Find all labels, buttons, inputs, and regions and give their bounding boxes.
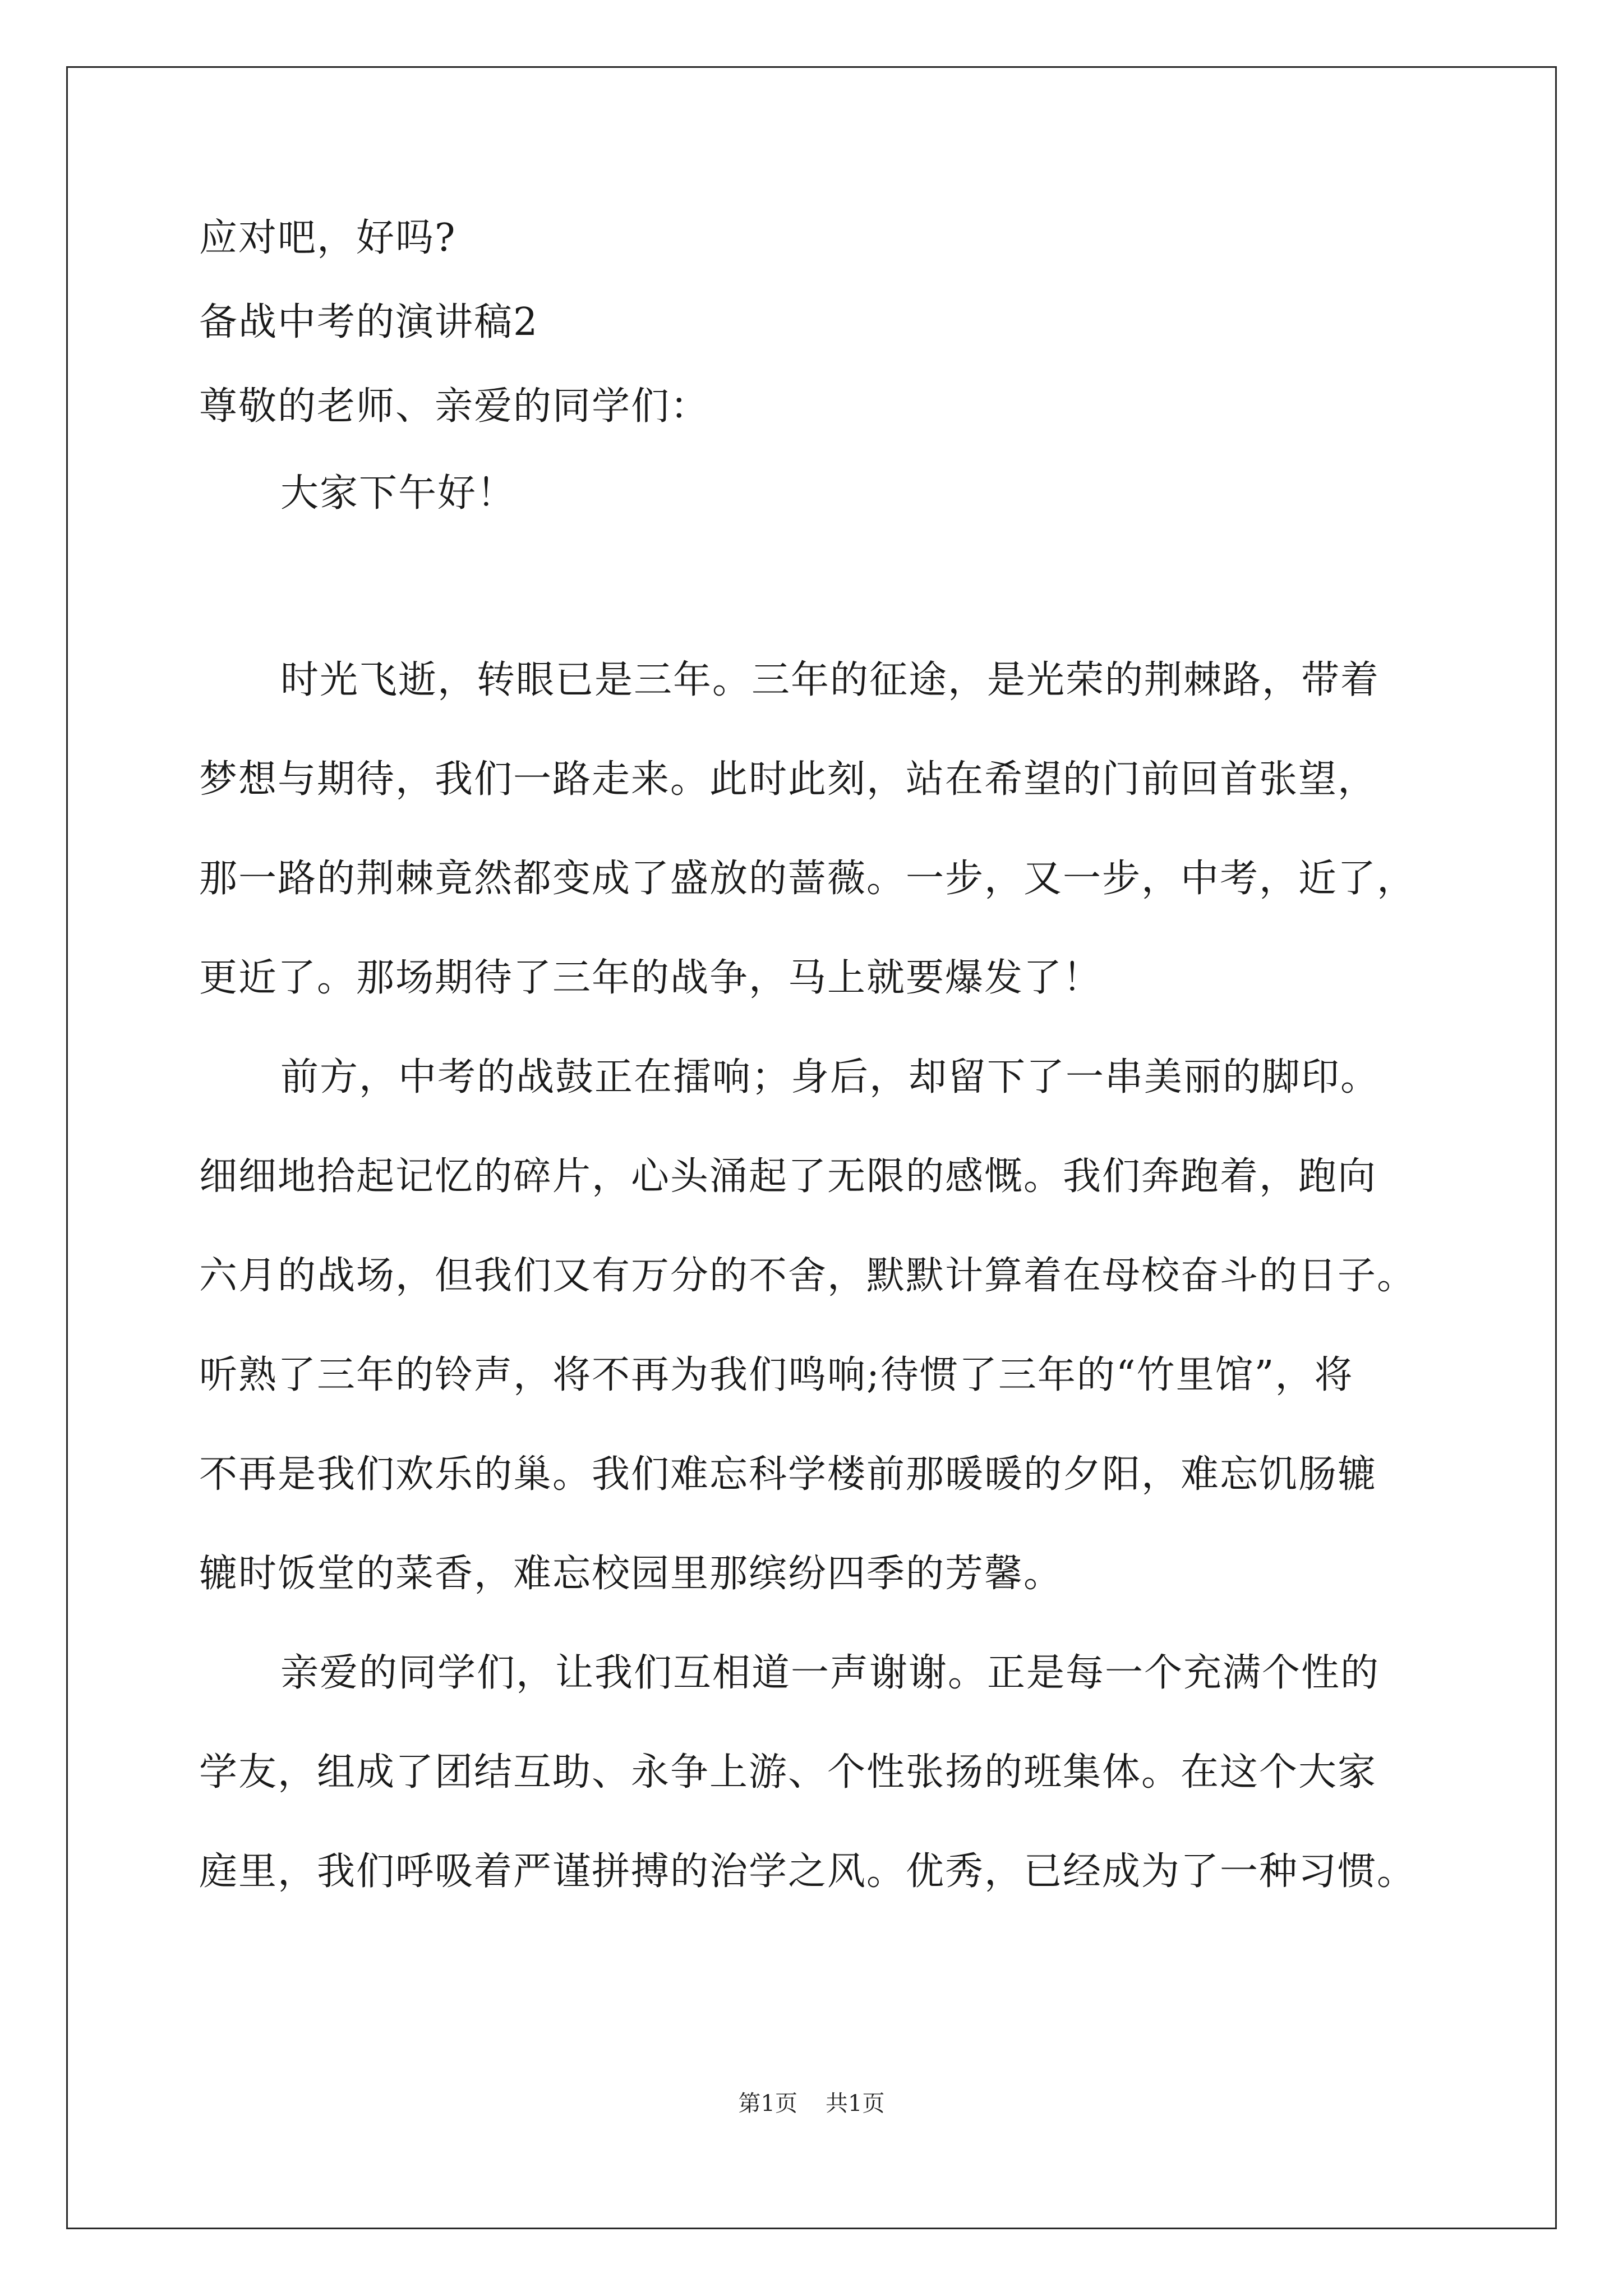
text-line: 那一路的荆棘竟然都变成了盛放的蔷薇。一步，又一步，中考，近了， xyxy=(199,857,1417,901)
text-line: 学友，组成了团结互助、永争上游、个性张扬的班集体。在这个大家 xyxy=(199,1750,1377,1795)
text-line: 梦想与期待，我们一路走来。此时此刻，站在希望的门前回首张望， xyxy=(199,757,1377,802)
page-number: 第1页 xyxy=(738,2091,797,2116)
speech-title: 备战中考的演讲稿2 xyxy=(199,300,539,344)
text-line: 应对吧，好吗? xyxy=(199,216,457,260)
text-line: 听熟了三年的铃声，将不再为我们鸣响;待惯了三年的“竹里馆”，将 xyxy=(199,1353,1354,1397)
text-line: 庭里，我们呼吸着严谨拼搏的治学之风。优秀，已经成为了一种习惯。 xyxy=(199,1849,1417,1894)
text-line: 前方，中考的战鼓正在擂响；身后，却留下了一串美丽的脚印。 xyxy=(280,1055,1380,1099)
text-line: 更近了。那场期待了三年的战争，马上就要爆发了！ xyxy=(199,956,1103,1000)
text-line: 不再是我们欢乐的巢。我们难忘科学楼前那暖暖的夕阳，难忘饥肠辘 xyxy=(199,1452,1377,1497)
text-line: 亲爱的同学们，让我们互相道一声谢谢。正是每一个充满个性的 xyxy=(280,1651,1380,1695)
text-line: 时光飞逝，转眼已是三年。三年的征途，是光荣的荆棘路，带着 xyxy=(280,658,1380,702)
page-total: 共1页 xyxy=(826,2091,885,2116)
text-line: 辘时饭堂的菜香，难忘校园里那缤纷四季的芳馨。 xyxy=(199,1552,1063,1596)
salutation: 尊敬的老师、亲爱的同学们： xyxy=(199,384,710,429)
page-footer xyxy=(0,2087,1623,2120)
greeting: 大家下午好！ xyxy=(280,471,517,516)
text-line: 细细地拾起记忆的碎片，心头涌起了无限的感慨。我们奔跑着，跑向 xyxy=(199,1154,1377,1199)
text-line: 六月的战场，但我们又有万分的不舍，默默计算着在母校奋斗的日子。 xyxy=(199,1254,1417,1298)
